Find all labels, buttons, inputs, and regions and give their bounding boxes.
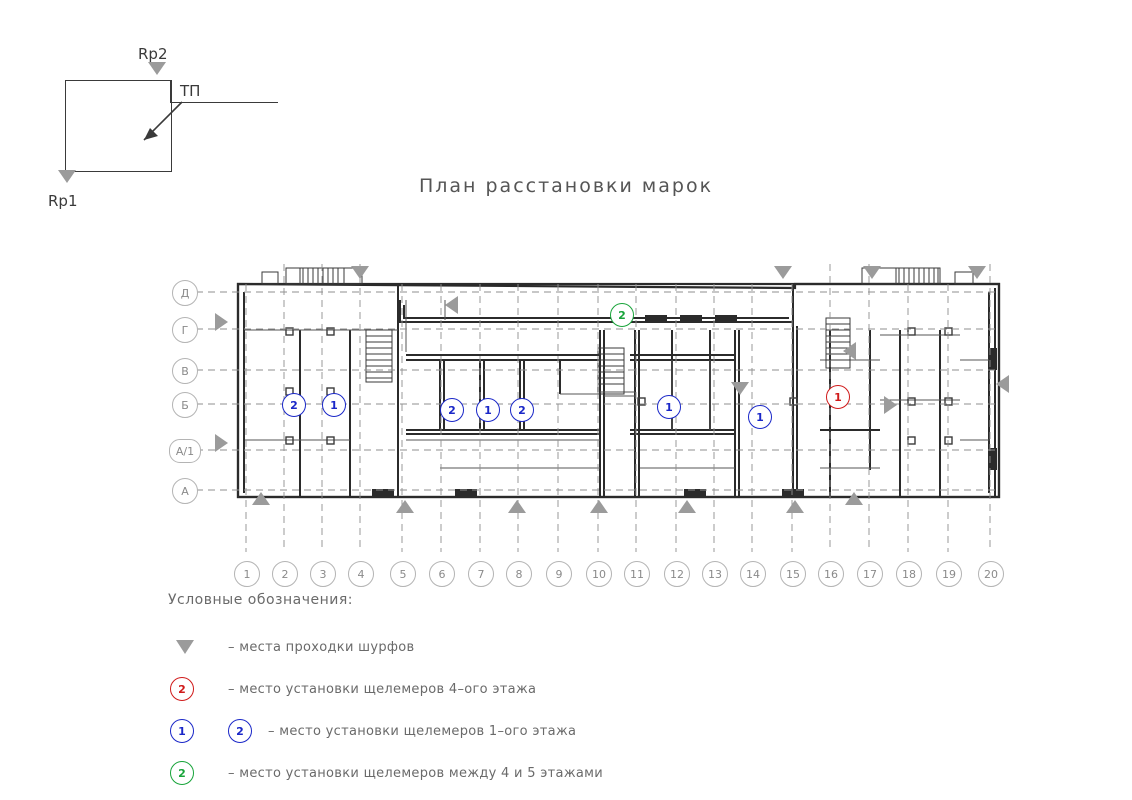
shurf-marker-icon [396, 500, 414, 513]
legend-item [168, 752, 928, 794]
key-plan-marker-rp2-icon [148, 62, 166, 75]
axis-bubble: 6 [429, 561, 455, 587]
mark-circle: 1 [170, 719, 194, 743]
shurf-marker-icon [590, 500, 608, 513]
shurf-marker-icon [843, 342, 856, 360]
legend-symbol [168, 677, 228, 701]
page-title: План расстановки марок [418, 175, 714, 197]
shurf-marker-icon [863, 266, 881, 279]
shurf-marker-icon [508, 500, 526, 513]
axis-bubble: А/1 [169, 439, 201, 463]
shurf-marker-icon [996, 375, 1009, 393]
shurf-marker-icon [176, 640, 194, 654]
key-plan-leader-horizontal [170, 102, 278, 103]
axis-bubble: 4 [348, 561, 374, 587]
mark-circle[interactable]: 2 [510, 398, 534, 422]
key-plan-leader-vertical [170, 80, 171, 102]
axis-bubble: 10 [586, 561, 612, 587]
mark-circle: 2 [170, 761, 194, 785]
legend-item [168, 668, 928, 710]
shurf-marker-icon [445, 296, 458, 314]
shurf-marker-icon [884, 396, 897, 414]
axis-bubble: Г [172, 317, 198, 343]
axis-bubble: 9 [546, 561, 572, 587]
shurf-marker-icon [215, 434, 228, 452]
mark-circle[interactable]: 2 [282, 393, 306, 417]
shurf-marker-icon [351, 266, 369, 279]
axis-bubble: 2 [272, 561, 298, 587]
legend-item-label: – места проходки шурфов [228, 639, 415, 655]
axis-bubble: 17 [857, 561, 883, 587]
axis-bubble: 18 [896, 561, 922, 587]
mark-circle: 2 [228, 719, 252, 743]
key-plan-label-rp1: Rp1 [48, 192, 78, 210]
mark-circle[interactable]: 1 [826, 385, 850, 409]
axis-bubble: А [172, 478, 198, 504]
legend-item-label: – место установки щелемеров 4–ого этажа [228, 681, 537, 697]
axis-bubble: Б [172, 392, 198, 418]
legend-item [168, 626, 928, 668]
mark-circle[interactable]: 2 [440, 398, 464, 422]
axis-bubble: 16 [818, 561, 844, 587]
axis-bubble: 14 [740, 561, 766, 587]
legend-symbol [168, 640, 228, 654]
axis-bubble: 11 [624, 561, 650, 587]
shurf-marker-icon [215, 313, 228, 331]
key-plan-label-tp: ТП [180, 82, 201, 100]
axis-bubble: 15 [780, 561, 806, 587]
legend-item [168, 710, 928, 752]
shurf-marker-icon [968, 266, 986, 279]
legend-item-label: – место установки щелемеров 1–ого этажа [268, 723, 577, 739]
axis-bubble: В [172, 358, 198, 384]
legend-item-label: – место установки щелемеров между 4 и 5 этажами [228, 765, 603, 781]
mark-circle[interactable]: 1 [657, 395, 681, 419]
mark-circle[interactable]: 2 [610, 303, 634, 327]
axis-bubble: 12 [664, 561, 690, 587]
mark-circle[interactable]: 1 [748, 405, 772, 429]
axis-bubble: 8 [506, 561, 532, 587]
key-plan-label-rp2: Rp2 [138, 45, 168, 63]
shurf-marker-icon [845, 492, 863, 505]
axis-bubble: 5 [390, 561, 416, 587]
axis-bubble: Д [172, 280, 198, 306]
shurf-marker-icon [774, 266, 792, 279]
shurf-marker-icon [678, 500, 696, 513]
shurf-marker-icon [252, 492, 270, 505]
axis-bubble: 7 [468, 561, 494, 587]
legend [168, 592, 928, 794]
axis-bubble: 19 [936, 561, 962, 587]
legend-symbol [168, 761, 228, 785]
legend-title: Условные обозначения: [168, 592, 353, 608]
key-plan-diagonal-arrow-icon [138, 100, 184, 146]
shurf-marker-icon [731, 382, 749, 395]
axis-bubble: 3 [310, 561, 336, 587]
mark-circle: 2 [170, 677, 194, 701]
legend-symbol [168, 719, 268, 743]
axis-bubble: 20 [978, 561, 1004, 587]
axis-bubble: 1 [234, 561, 260, 587]
shurf-marker-icon [786, 500, 804, 513]
mark-circle[interactable]: 1 [476, 398, 500, 422]
mark-circle[interactable]: 1 [322, 393, 346, 417]
axis-bubble: 13 [702, 561, 728, 587]
